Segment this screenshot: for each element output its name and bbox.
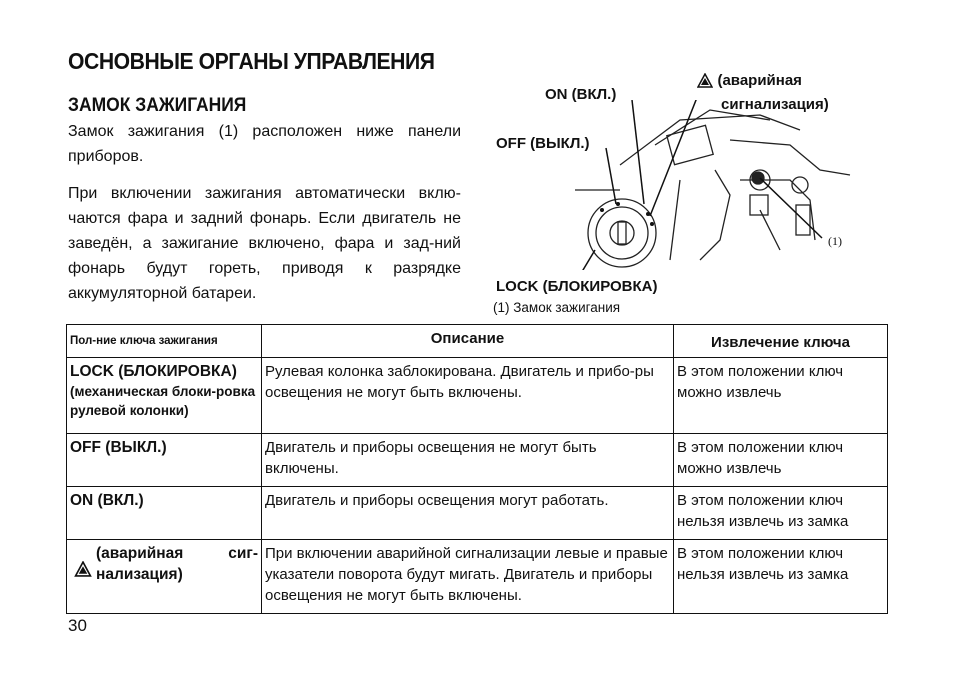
section-title: ЗАМОК ЗАЖИГАНИЯ	[68, 95, 247, 116]
table-header-row	[67, 325, 888, 358]
position-cell	[67, 434, 262, 487]
key-cell: В этом положении ключ нельзя извлечь из замка	[674, 487, 888, 540]
description-cell: Двигатель и приборы освещения могут работать.	[262, 487, 674, 540]
warning-triangle-icon	[74, 561, 92, 577]
position-off: OFF (ВЫКЛ.)	[70, 439, 167, 456]
table-row	[67, 487, 888, 540]
label-lock: LOCK (БЛОКИРОВКА)	[496, 278, 658, 295]
table-row	[67, 358, 888, 434]
warning-triangle-icon	[697, 73, 713, 88]
position-hazard-text	[96, 543, 258, 585]
key-cell: В этом положении ключ нельзя извлечь из замка	[674, 540, 888, 614]
paragraph-warning: При включении зажигания автоматически вклю-чаются фара и задний фонарь. Если двигатель не заведён, а зажигание включено, фара и зад-ний фонарь будут гореть, приводя к разрядке аккумуляторной батареи.	[68, 185, 461, 302]
ignition-illustration	[560, 100, 860, 270]
position-hazard-line2: нализация)	[96, 566, 183, 583]
table-row	[67, 540, 888, 614]
label-hazard	[697, 72, 802, 90]
position-hazard-line1: (аварийная сиг-	[96, 545, 258, 562]
position-on: ON (ВКЛ.)	[70, 492, 144, 509]
label-hazard-line1: (аварийная	[717, 72, 802, 89]
page-number: 30	[68, 616, 87, 635]
paragraph-location: Замок зажигания (1) расположен ниже панели приборов.	[68, 123, 461, 165]
position-hazard	[70, 543, 258, 585]
key-cell: В этом положении ключ можно извлечь	[674, 358, 888, 434]
position-cell	[67, 487, 262, 540]
page-title: ОСНОВНЫЕ ОРГАНЫ УПРАВЛЕНИЯ	[68, 48, 435, 74]
description-cell: Двигатель и приборы освещения не могут быть включены.	[262, 434, 674, 487]
label-off: OFF (ВЫКЛ.)	[496, 135, 590, 152]
position-cell	[67, 358, 262, 434]
key-cell: В этом положении ключ можно извлечь	[674, 434, 888, 487]
ignition-figure	[560, 100, 860, 270]
label-hazard-line2: сигнализация)	[721, 96, 829, 113]
figure-caption: (1) Замок зажигания	[493, 300, 621, 315]
description-cell: При включении аварийной сигнализации левые и правые указатели поворота будут мигать. Двигатель и приборы освещения не могут быть включены.	[262, 540, 674, 614]
callout-number: (1)	[828, 234, 842, 248]
header-key: Извлечение ключа	[674, 325, 888, 358]
position-lock-sub: (механическая блоки-ровка рулевой колонки)	[70, 384, 256, 418]
position-cell	[67, 540, 262, 614]
header-description: Описание	[262, 325, 674, 358]
ignition-positions-table	[66, 324, 888, 614]
description-cell: Рулевая колонка заблокирована. Двигатель и прибо-ры освещения не могут быть включены.	[262, 358, 674, 434]
header-position: Пол-ние ключа зажигания	[67, 325, 262, 358]
table-row	[67, 434, 888, 487]
label-on: ON (ВКЛ.)	[545, 86, 617, 103]
position-lock: LOCK (БЛОКИРОВКА)	[70, 363, 237, 380]
